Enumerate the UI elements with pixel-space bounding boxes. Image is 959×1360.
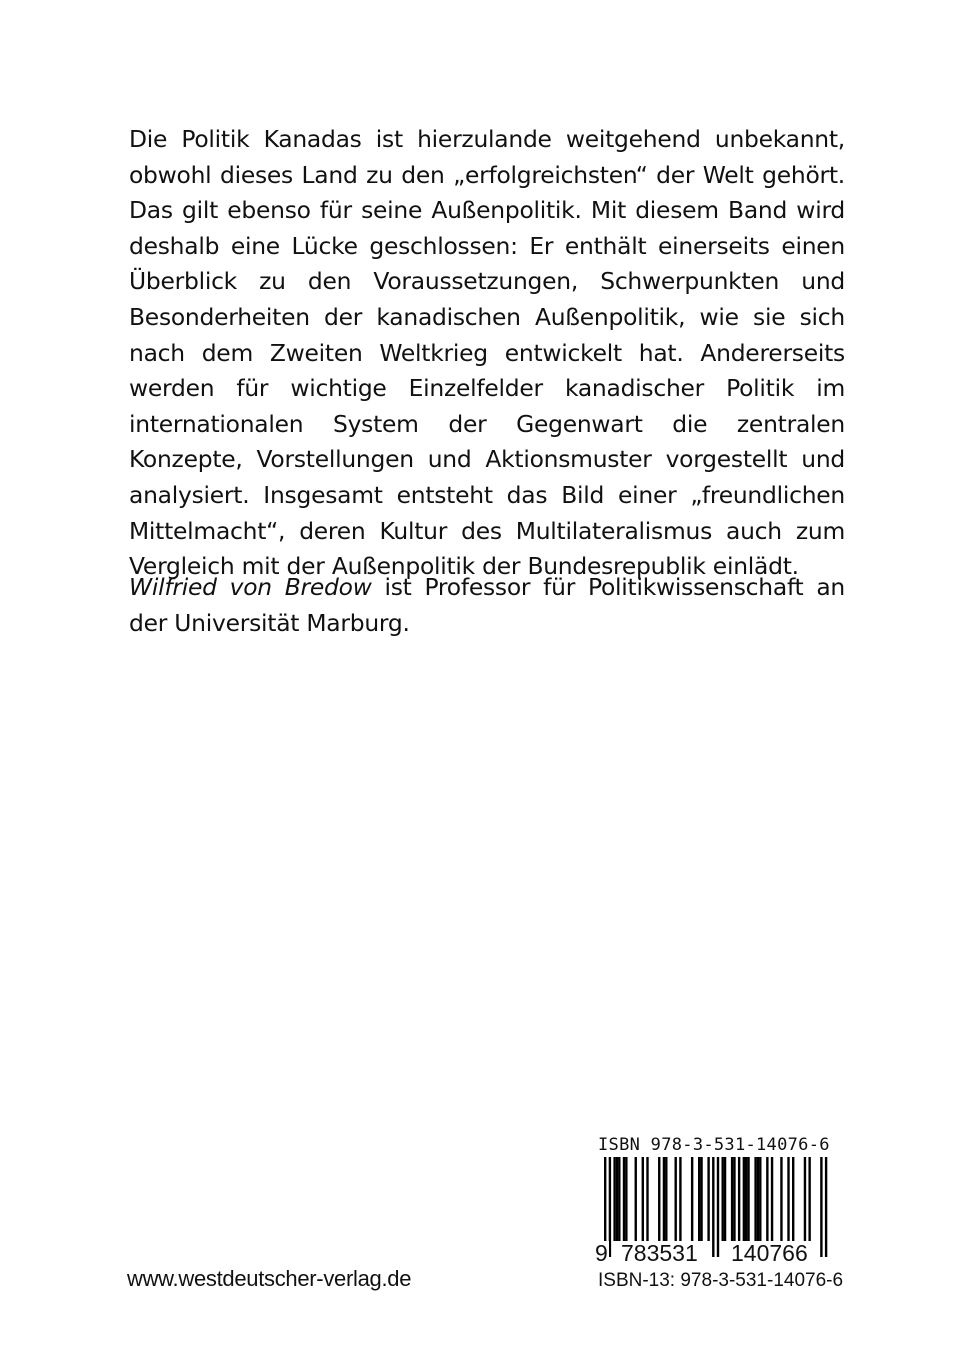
barcode-bar xyxy=(625,1157,627,1241)
barcode-bar xyxy=(808,1157,810,1241)
barcode-bar xyxy=(698,1157,700,1241)
barcode-digit-first: 9 xyxy=(595,1240,608,1266)
barcode-bar xyxy=(623,1157,625,1241)
barcode-bar xyxy=(787,1157,789,1241)
barcode-bar xyxy=(745,1157,747,1241)
blurb-text: Die Politik Kanadas ist hierzulande weitgehend unbekannt, obwohl dieses Land zu den „erfolgreichsten“ der Welt gehört. Das gilt ebenso für seine Außenpolitik. Mit diesem Band wird deshalb eine Lücke geschlossen: Er enthält einerseits einen Überblick zu den Voraussetzungen, Schwerpunkten und Besonderheiten der kanadischen Außenpolitik, wie sie sich nach dem Zweiten Weltkrieg entwickelt hat. Andererseits werden für wichtige Einzelfelder kanadischer Politik im internationalen System der Gegenwart die zentralen Konzepte, Vorstellungen und Aktionsmuster vorgestellt und analysiert. Insgesamt entsteht das Bild einer „freundlichen Mittelmacht“, deren Kultur des Multilateralismus auch zum Vergleich mit der Außenpolitik der Bundesrepublik einlädt. xyxy=(129,125,845,581)
barcode-bar xyxy=(679,1157,681,1241)
barcode-bar xyxy=(642,1157,644,1241)
barcode-bar xyxy=(724,1157,726,1241)
barcode-bar xyxy=(635,1157,637,1241)
barcode-bar xyxy=(675,1157,677,1241)
barcode-digit-group2: 140766 xyxy=(731,1240,808,1266)
barcode-bar xyxy=(771,1157,773,1241)
barcode-bar xyxy=(747,1157,749,1241)
author-bio xyxy=(129,570,845,641)
isbn13-label: ISBN-13: 978-3-531-14076-6 xyxy=(598,1270,844,1291)
barcode-bar xyxy=(733,1157,735,1241)
author-name: Wilfried von Bredow xyxy=(129,573,372,601)
barcode-bar xyxy=(663,1157,665,1241)
barcode-bar xyxy=(618,1157,620,1241)
barcode-bar xyxy=(731,1157,733,1241)
barcode-bar xyxy=(658,1157,660,1241)
barcode-bar xyxy=(757,1157,759,1241)
barcode-bar xyxy=(754,1157,756,1241)
barcode-bar xyxy=(646,1157,648,1241)
barcode-bar xyxy=(743,1157,745,1241)
barcode-bar xyxy=(780,1157,782,1241)
barcode-bar xyxy=(665,1157,667,1241)
barcode-bar xyxy=(792,1157,794,1241)
barcode-bar xyxy=(766,1157,768,1241)
barcode-bar xyxy=(759,1157,761,1241)
barcode-bar xyxy=(738,1157,740,1241)
barcode-bar xyxy=(700,1157,702,1241)
barcode-bar xyxy=(613,1157,615,1241)
author-bio-text: ist Professor für Politikwissenschaft an der Universität Marburg. xyxy=(129,573,845,637)
isbn-label-top: ISBN 978-3-531-14076-6 xyxy=(598,1135,830,1155)
barcode-bar xyxy=(691,1157,693,1241)
barcode-digit-group1: 783531 xyxy=(621,1240,698,1266)
barcode-bar xyxy=(722,1157,724,1241)
publisher-website: www.westdeutscher-verlag.de xyxy=(127,1266,412,1291)
barcode-bar xyxy=(616,1157,618,1241)
barcode-bar xyxy=(707,1157,709,1241)
barcode-bar xyxy=(804,1157,806,1241)
barcode-digits xyxy=(594,1241,844,1267)
